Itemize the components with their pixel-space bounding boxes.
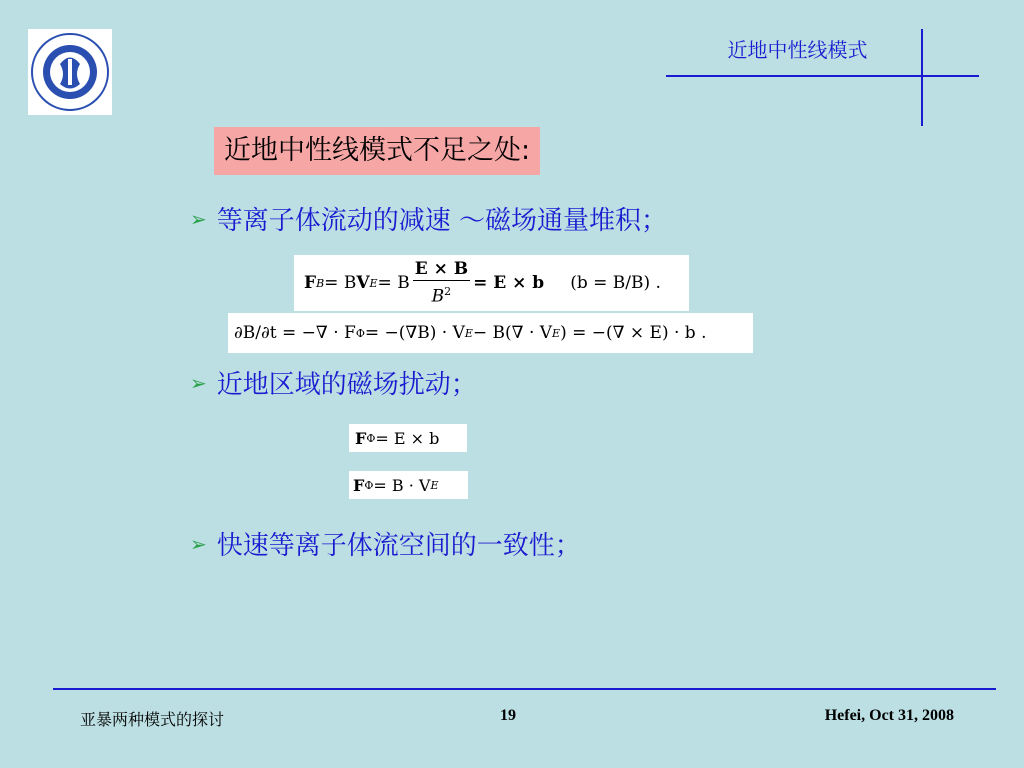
- header-title: 近地中性线模式: [727, 38, 868, 62]
- eq-fraction: [413, 258, 470, 308]
- eq-part: (b = B/B) .: [570, 273, 661, 293]
- footer-title: 亚暴两种模式的探讨: [80, 710, 225, 729]
- eq-subscript: E: [552, 326, 561, 340]
- footer-date: Hefei, Oct 31, 2008: [824, 707, 954, 724]
- eq-superscript: 2: [444, 285, 452, 299]
- equation-flux-divergence: [228, 313, 753, 353]
- equation-flux-transport: [294, 255, 689, 311]
- slide-heading: 近地中性线模式不足之处:: [214, 127, 540, 175]
- eq-part: = B: [324, 273, 357, 293]
- bullet-text: 等离子体流动的减速 ～磁场通量堆积；: [216, 206, 668, 236]
- eq-part: ∂B/∂t = −∇ · F: [234, 323, 356, 343]
- bullet-text: 快速等离子体流空间的一致性；: [216, 531, 581, 561]
- eq-part: = E × b: [473, 273, 545, 293]
- eq-part: = B · V: [373, 475, 431, 495]
- eq-part: = B: [377, 273, 410, 293]
- eq-subscript: B: [316, 276, 325, 290]
- eq-part: = E × b: [375, 428, 440, 448]
- bullet-item: [190, 200, 667, 237]
- page-number: 19: [500, 707, 516, 724]
- eq-subscript: E: [369, 276, 378, 290]
- eq-symbol: V: [356, 273, 370, 293]
- university-logo: [28, 29, 112, 115]
- bullet-item: [190, 525, 581, 562]
- university-seal-icon: [28, 29, 112, 115]
- eq-symbol: F: [304, 273, 317, 293]
- eq-subscript: E: [464, 326, 473, 340]
- eq-subscript: Φ: [366, 431, 376, 445]
- equation-flux-b-dot-ve: [349, 471, 468, 499]
- eq-fraction-numerator: E × B: [414, 259, 469, 280]
- footer-rule: [53, 688, 996, 690]
- header-horizontal-rule: [666, 75, 979, 77]
- eq-part: ) = −(∇ × E) · b .: [560, 323, 707, 343]
- eq-subscript: Φ: [355, 326, 365, 340]
- bullet-item: [190, 364, 477, 401]
- eq-subscript: E: [430, 478, 439, 492]
- eq-symbol: F: [353, 475, 365, 495]
- arrow-right-bullet-icon: ➢: [190, 532, 207, 556]
- arrow-right-bullet-icon: ➢: [190, 207, 207, 231]
- arrow-right-bullet-icon: ➢: [190, 371, 207, 395]
- header-vertical-rule: [921, 29, 923, 126]
- eq-fraction-denominator: B: [431, 286, 445, 307]
- equation-flux-e-cross-b: [349, 424, 467, 452]
- eq-subscript: Φ: [364, 478, 374, 492]
- eq-part: − B(∇ · V: [472, 323, 553, 343]
- bullet-text: 近地区域的磁场扰动；: [216, 370, 477, 400]
- eq-symbol: F: [355, 428, 367, 448]
- eq-part: = −(∇B) · V: [364, 323, 465, 343]
